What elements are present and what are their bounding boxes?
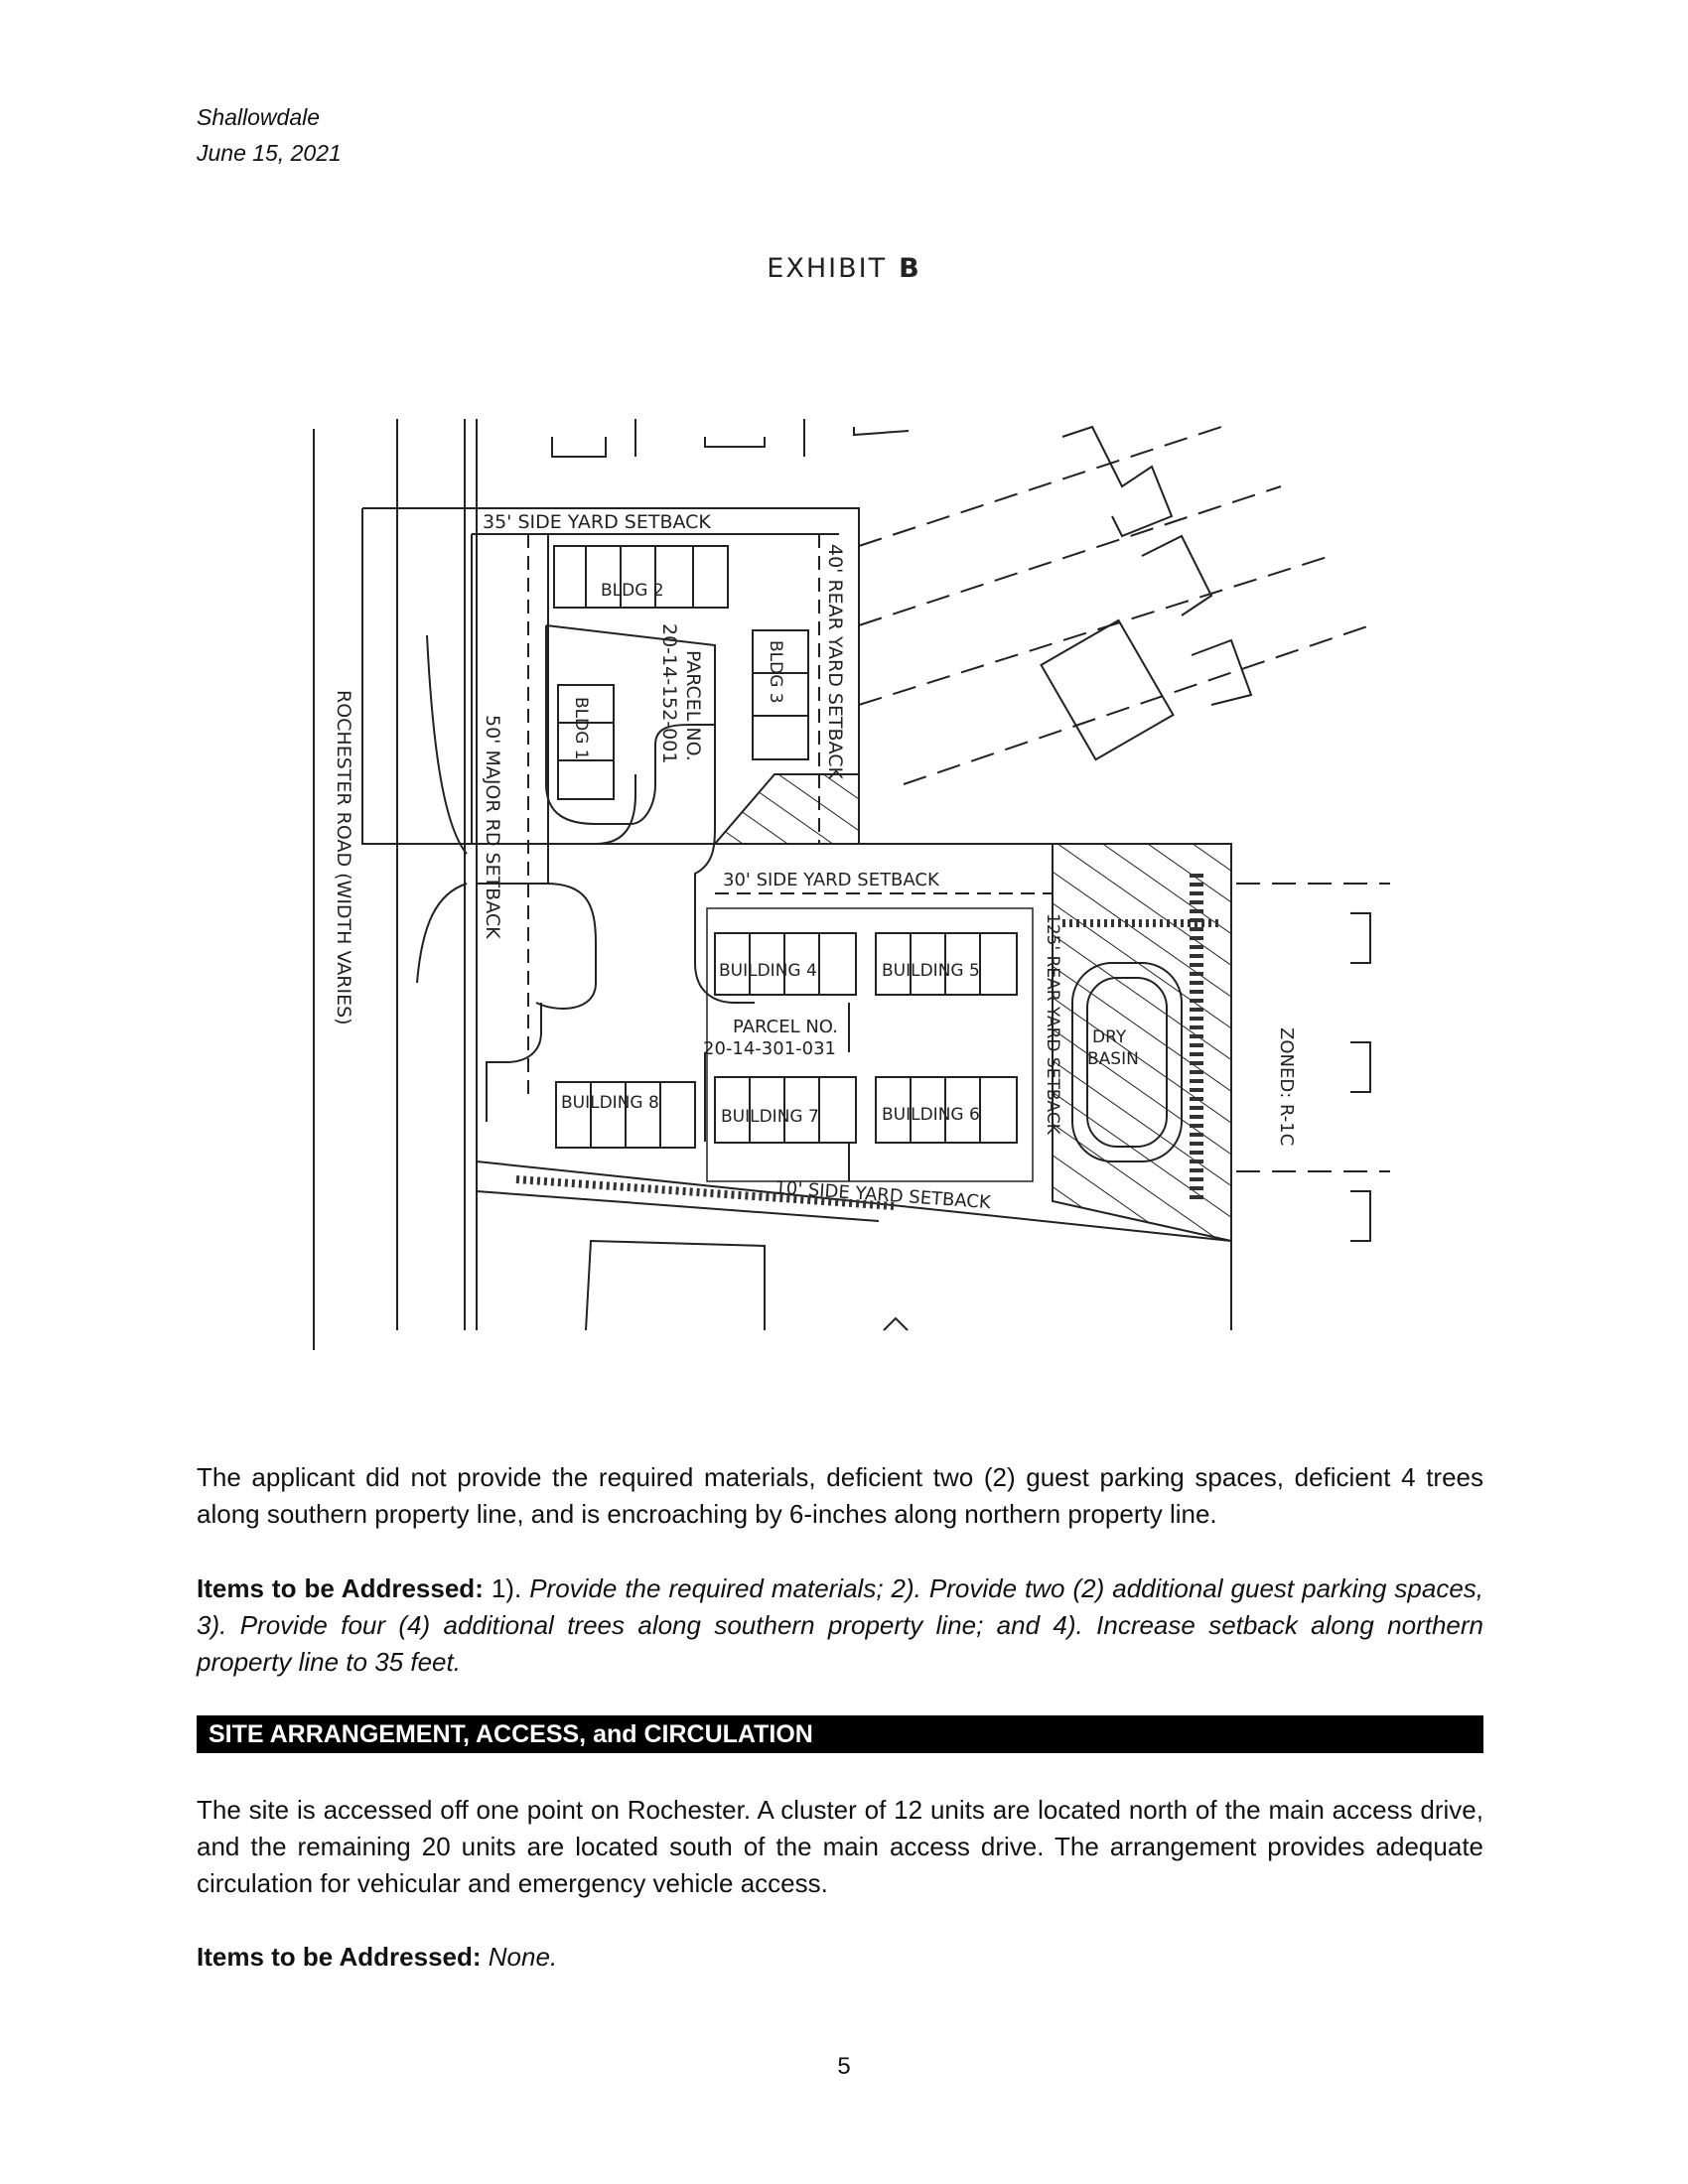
label-building8: BUILDING 8 bbox=[561, 1093, 659, 1113]
label-parcel-south: PARCEL NO. bbox=[733, 1017, 838, 1037]
page-header bbox=[197, 99, 342, 171]
label-north-side-setback: 35' SIDE YARD SETBACK bbox=[483, 511, 711, 533]
paragraph-items-addressed-2 bbox=[197, 1939, 1483, 1976]
label-parcel-south-number: 20-14-301-031 bbox=[703, 1038, 837, 1059]
items-label: Items to be Addressed: bbox=[197, 1573, 484, 1603]
label-building5: BUILDING 5 bbox=[882, 961, 980, 981]
site-plan-drawing bbox=[298, 407, 1410, 1350]
label-basin-2: BASIN bbox=[1087, 1049, 1139, 1069]
label-bldg2: BLDG 2 bbox=[601, 581, 664, 601]
project-name: Shallowdale bbox=[197, 104, 321, 130]
label-building7: BUILDING 7 bbox=[721, 1107, 819, 1127]
label-bottom-side-setback: 10' SIDE YARD SETBACK bbox=[774, 1177, 992, 1214]
label-basin-1: DRY bbox=[1092, 1027, 1127, 1047]
exhibit-label: EXHIBIT bbox=[767, 253, 888, 284]
label-bldg1: BLDG 1 bbox=[571, 697, 591, 760]
label-road: ROCHESTER ROAD (WIDTH VARIES) bbox=[333, 690, 354, 1025]
page-number: 5 bbox=[837, 2053, 851, 2080]
section-heading: SITE ARRANGEMENT, ACCESS, and CIRCULATION bbox=[197, 1715, 1483, 1753]
label-major-setback: 50' MAJOR RD SETBACK bbox=[482, 715, 503, 939]
label-south-side-setback: 30' SIDE YARD SETBACK bbox=[723, 870, 939, 890]
label-parcel-north-number: 20-14-152-001 bbox=[658, 623, 680, 764]
paragraph-items-addressed-1 bbox=[197, 1570, 1483, 1681]
site-plan-svg bbox=[298, 407, 1410, 1350]
label-bldg3: BLDG 3 bbox=[766, 640, 785, 704]
items-label-2: Items to be Addressed: bbox=[197, 1942, 482, 1972]
label-building4: BUILDING 4 bbox=[719, 961, 817, 981]
paragraph-site-arrangement: The site is accessed off one point on Rochester. A cluster of 12 units are located north of the main access drive, and the remaining 20 units are located south of the main access drive. The arrangement provides adequate circulation for vehicular and emergency vehicle access. bbox=[197, 1795, 1483, 1898]
exhibit-letter: B bbox=[899, 253, 921, 284]
label-building6: BUILDING 6 bbox=[882, 1105, 980, 1125]
items-number: 1). bbox=[483, 1573, 530, 1603]
items-text-2: None. bbox=[488, 1942, 558, 1972]
paragraph-deficiencies: The applicant did not provide the required materials, deficient two (2) guest parking spaces, deficient 4 trees along southern property line, and is encroaching by 6-inches along northern property line. bbox=[197, 1462, 1483, 1529]
label-parcel-north: PARCEL NO. bbox=[682, 650, 704, 761]
items-text: Provide the required materials; 2). Provide two (2) additional guest parking spaces, 3). Provide four (4) additional trees along southern property line; and 4). Increase setback along northern property line to 35 feet. bbox=[197, 1573, 1483, 1677]
exhibit-title bbox=[0, 253, 1688, 284]
label-north-rear-setback: 40' REAR YARD SETBACK bbox=[824, 544, 846, 779]
label-south-rear-setback: 125' REAR YARD SETBACK bbox=[1043, 913, 1062, 1135]
label-zoned: ZONED: R-1C bbox=[1276, 1027, 1297, 1147]
report-date: June 15, 2021 bbox=[197, 140, 342, 166]
